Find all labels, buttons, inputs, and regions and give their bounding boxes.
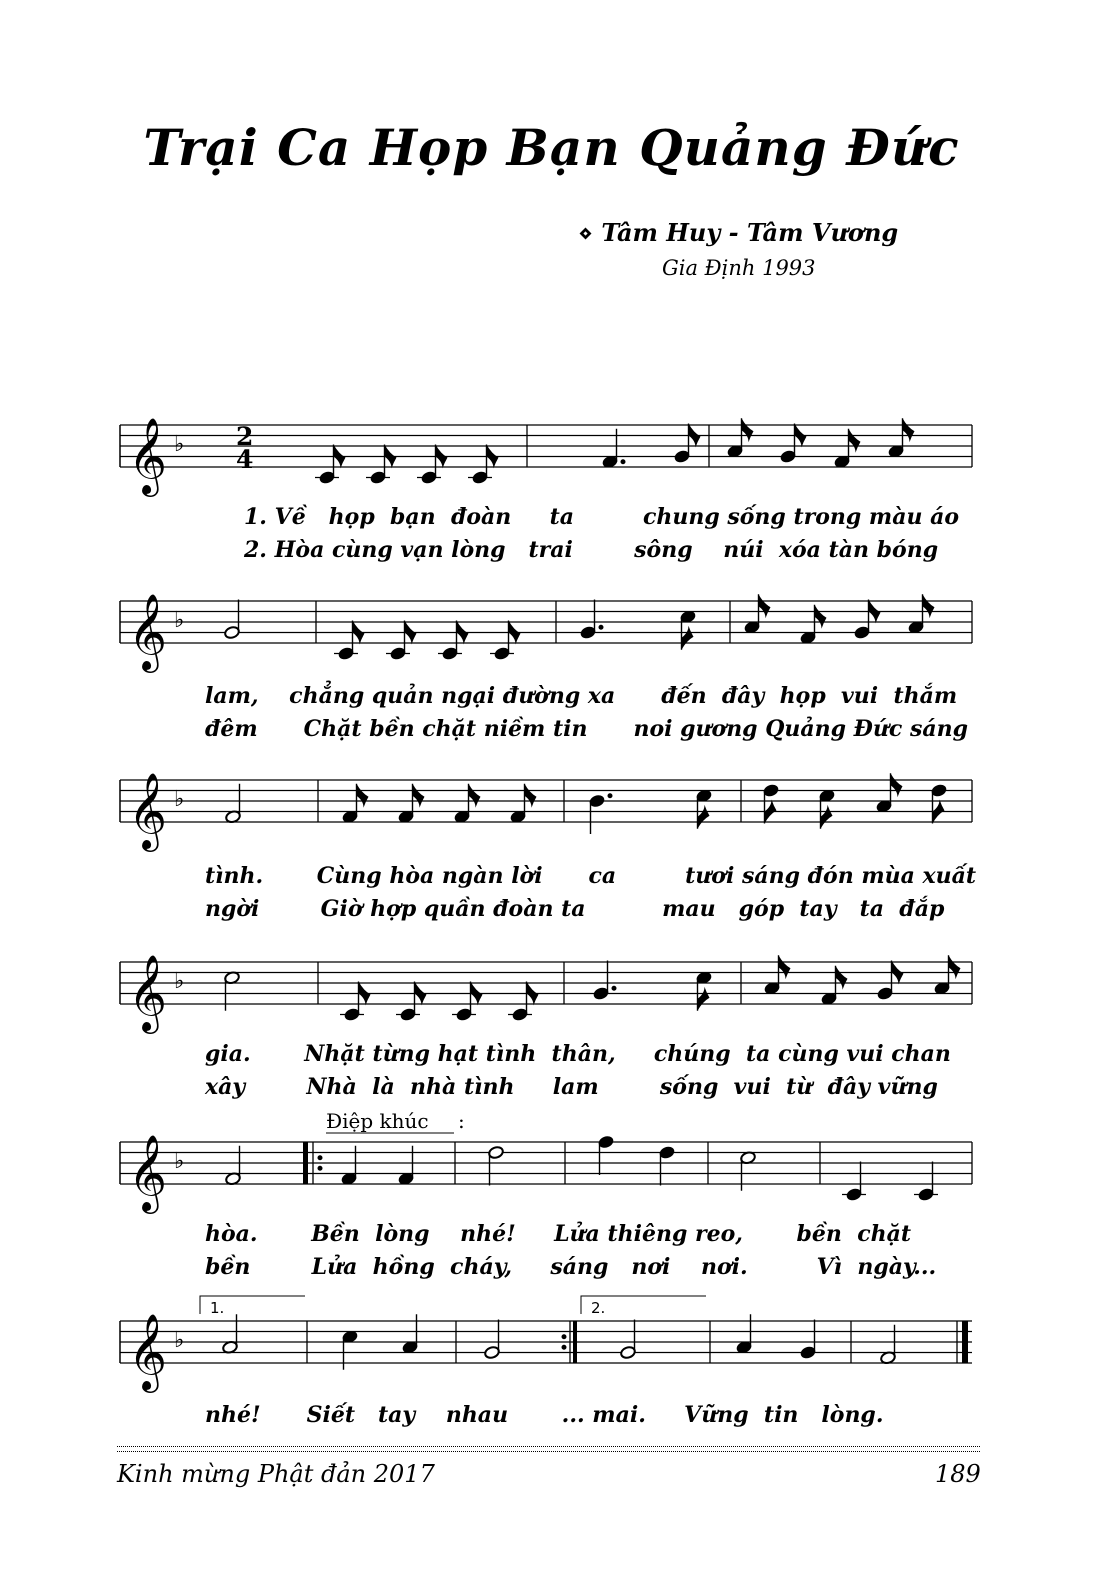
staff-system-6 (120, 1313, 972, 1428)
note-F4-eighth (398, 784, 425, 824)
eighth-flag (949, 955, 961, 979)
flat-key-signature-icon: ♭ (174, 1328, 185, 1353)
eighth-flag (849, 429, 861, 453)
lyric-verse-2: xây Nhà là nhà tình lam sống vui từ đây vững (205, 1074, 938, 1100)
note-C4-eighth (334, 621, 365, 661)
eighth-flag (527, 982, 539, 1006)
note-C5-eighth (819, 789, 836, 829)
note-C4-eighth (315, 445, 346, 485)
lyric-verse-1: tình. Cùng hòa ngàn lời ca tươi sáng đón mùa xuất (205, 863, 977, 889)
eighth-flag (923, 594, 935, 618)
note-F4-quarter (602, 429, 626, 469)
note-F5-quarter (598, 1135, 615, 1175)
staff-system-4 (120, 954, 972, 1100)
time-signature-top: 2 (236, 422, 254, 451)
lyric-verse-1: nhé! Siết tay nhau ... mai. Vững tin lòng. (205, 1402, 884, 1428)
augmentation-dot (621, 459, 626, 464)
eighth-flag (334, 445, 346, 469)
augmentation-dot (612, 986, 617, 991)
repeat-start-thick-bar (303, 1142, 308, 1184)
note-F4-eighth (510, 784, 537, 824)
note-C5-eighth (696, 789, 713, 829)
lyric-verse-2: bền Lửa hồng cháy, sáng nơi nơi. Vì ngày... (205, 1254, 937, 1280)
note-G4-half (484, 1320, 501, 1360)
eighth-flag (359, 982, 371, 1006)
note-F4-quarter (341, 1146, 358, 1186)
note-C4-eighth (366, 445, 397, 485)
song-origin: Gia Định 1993 (662, 256, 816, 280)
note-D5-eighth (763, 783, 780, 823)
eighth-flag (471, 982, 483, 1006)
eighth-flag (682, 626, 694, 650)
treble-clef-icon: 𝄞 (128, 417, 168, 494)
eighth-flag (815, 605, 827, 629)
composer-name: Tâm Huy - Tâm Vương (601, 218, 899, 247)
note-G4-half (224, 600, 241, 640)
note-G4-quarter (800, 1320, 817, 1360)
note-F4-quarter (398, 1146, 415, 1186)
note-C4-eighth (468, 445, 499, 485)
note-C4-eighth (396, 982, 427, 1022)
volta-1-number: 1. (210, 1299, 225, 1317)
diamond-bullet-icon: ⋄ (578, 218, 594, 247)
final-thick-bar (962, 1321, 968, 1363)
refrain-label: Điệp khúc (326, 1109, 429, 1133)
flat-key-signature-icon: ♭ (174, 1149, 185, 1174)
eighth-flag (795, 424, 807, 448)
note-A4-eighth (876, 773, 903, 813)
note-F4-eighth (821, 966, 848, 1006)
staff-system-3 (120, 772, 976, 922)
eighth-flag (525, 784, 537, 808)
refrain-colon: : (458, 1109, 465, 1133)
note-C4-quarter (914, 1162, 938, 1202)
repeat-dot (318, 1155, 323, 1160)
note-C5-half (740, 1151, 757, 1191)
treble-clef-icon: 𝄞 (128, 1313, 168, 1390)
eighth-flag (742, 418, 754, 442)
note-C4-eighth (417, 445, 448, 485)
note-Bb4-quarter (589, 793, 613, 834)
flat-key-signature-icon: ♭ (174, 608, 185, 633)
note-A4-eighth (764, 955, 791, 995)
eighth-flag (385, 445, 397, 469)
eighth-flag (353, 621, 365, 645)
eighth-flag (509, 621, 521, 645)
eighth-flag (765, 800, 777, 824)
note-F4-half (225, 784, 242, 824)
eighth-flag (405, 621, 417, 645)
eighth-flag (457, 621, 469, 645)
eighth-flag (357, 784, 369, 808)
repeat-dot (318, 1166, 323, 1171)
page-number: 189 (935, 1460, 981, 1488)
treble-clef-icon: 𝄞 (128, 772, 168, 849)
eighth-flag (469, 784, 481, 808)
treble-clef-icon: 𝄞 (128, 1134, 168, 1211)
eighth-flag (836, 966, 848, 990)
note-C4-eighth (452, 982, 483, 1022)
note-F4-eighth (342, 784, 369, 824)
eighth-flag (698, 987, 710, 1011)
note-F4-eighth (800, 605, 827, 645)
lyric-verse-2: đêm Chặt bền chặt niềm tin noi gương Quảng Đức sáng (205, 716, 968, 742)
volta-2-number: 2. (591, 1299, 606, 1317)
eighth-flag (892, 961, 904, 985)
eighth-flag (821, 805, 833, 829)
note-G4-eighth (854, 600, 881, 640)
note-A4-quarter (402, 1314, 419, 1354)
lyric-verse-2: 2. Hòa cùng vạn lòng trai sông núi xóa tàn bóng (244, 537, 939, 563)
eighth-flag (413, 784, 425, 808)
flat-key-signature-icon: ♭ (174, 969, 185, 994)
staff-system-2 (120, 593, 972, 742)
note-A4-eighth (934, 955, 961, 995)
treble-clef-icon: 𝄞 (128, 593, 168, 670)
repeat-dot (562, 1334, 567, 1339)
eighth-flag (779, 955, 791, 979)
eighth-flag (933, 800, 945, 824)
lyric-verse-1: gia. Nhặt từng hạt tình thân, chúng ta cùng vui chan (205, 1041, 951, 1067)
note-A4-half (222, 1314, 239, 1354)
treble-clef-icon: 𝄞 (128, 954, 168, 1031)
note-A4-eighth (908, 594, 935, 634)
eighth-flag (759, 594, 771, 618)
augmentation-dot (608, 793, 613, 798)
eighth-flag (689, 424, 701, 448)
note-A4-quarter (736, 1314, 753, 1354)
note-C4-eighth (508, 982, 539, 1022)
note-F4-eighth (834, 429, 861, 469)
time-signature-bottom: 4 (236, 445, 254, 474)
eighth-flag (487, 445, 499, 469)
staff-system-5 (120, 1134, 972, 1280)
note-G4-eighth (877, 961, 904, 1001)
note-F4-half (880, 1325, 897, 1365)
eighth-flag (415, 982, 427, 1006)
note-A4-eighth (727, 418, 754, 458)
lyric-verse-1: lam, chẳng quản ngại đường xa đến đây họp vui thắm (205, 683, 958, 709)
footer-book-title: Kinh mừng Phật đản 2017 (117, 1460, 435, 1488)
lyric-verse-2: ngời Giờ hợp quần đoàn ta mau góp tay ta đắp (205, 896, 945, 922)
staff-system-1 (120, 417, 972, 563)
lyric-verse-1: 1. Về họp bạn đoàn ta chung sống trong màu áo (244, 504, 960, 530)
note-G4-eighth (780, 424, 807, 464)
song-title: Trại Ca Họp Bạn Quảng Đức (143, 118, 960, 177)
note-C4-eighth (438, 621, 469, 661)
repeat-dot (562, 1345, 567, 1350)
flat-key-signature-icon: ♭ (174, 432, 185, 457)
note-F4-half (225, 1146, 242, 1186)
note-C5-eighth (680, 610, 697, 650)
note-A4-eighth (744, 594, 771, 634)
note-C5-half (224, 971, 241, 1011)
note-F4-eighth (454, 784, 481, 824)
augmentation-dot (599, 625, 604, 630)
note-C5-eighth (696, 971, 713, 1011)
eighth-flag (436, 445, 448, 469)
note-C4-eighth (490, 621, 521, 661)
eighth-flag (869, 600, 881, 624)
note-C4-eighth (340, 982, 371, 1022)
flat-key-signature-icon: ♭ (174, 787, 185, 812)
note-D5-eighth (931, 783, 948, 823)
note-G4-half (620, 1320, 637, 1360)
lyric-verse-1: hòa. Bền lòng nhé! Lửa thiêng reo, bền chặt (205, 1221, 912, 1247)
note-C4-eighth (386, 621, 417, 661)
note-C5-quarter (342, 1330, 359, 1370)
note-D5-quarter (659, 1145, 676, 1185)
eighth-flag (891, 773, 903, 797)
note-G4-quarter (593, 961, 617, 1001)
note-D5-half (488, 1145, 505, 1185)
eighth-flag (903, 418, 915, 442)
note-G4-eighth (674, 424, 701, 464)
footer-rule (117, 1446, 980, 1452)
note-G4-quarter (580, 600, 604, 640)
note-C4-quarter (842, 1162, 866, 1202)
eighth-flag (698, 805, 710, 829)
note-A4-eighth (888, 418, 915, 458)
repeat-end-thick-bar (573, 1321, 577, 1363)
